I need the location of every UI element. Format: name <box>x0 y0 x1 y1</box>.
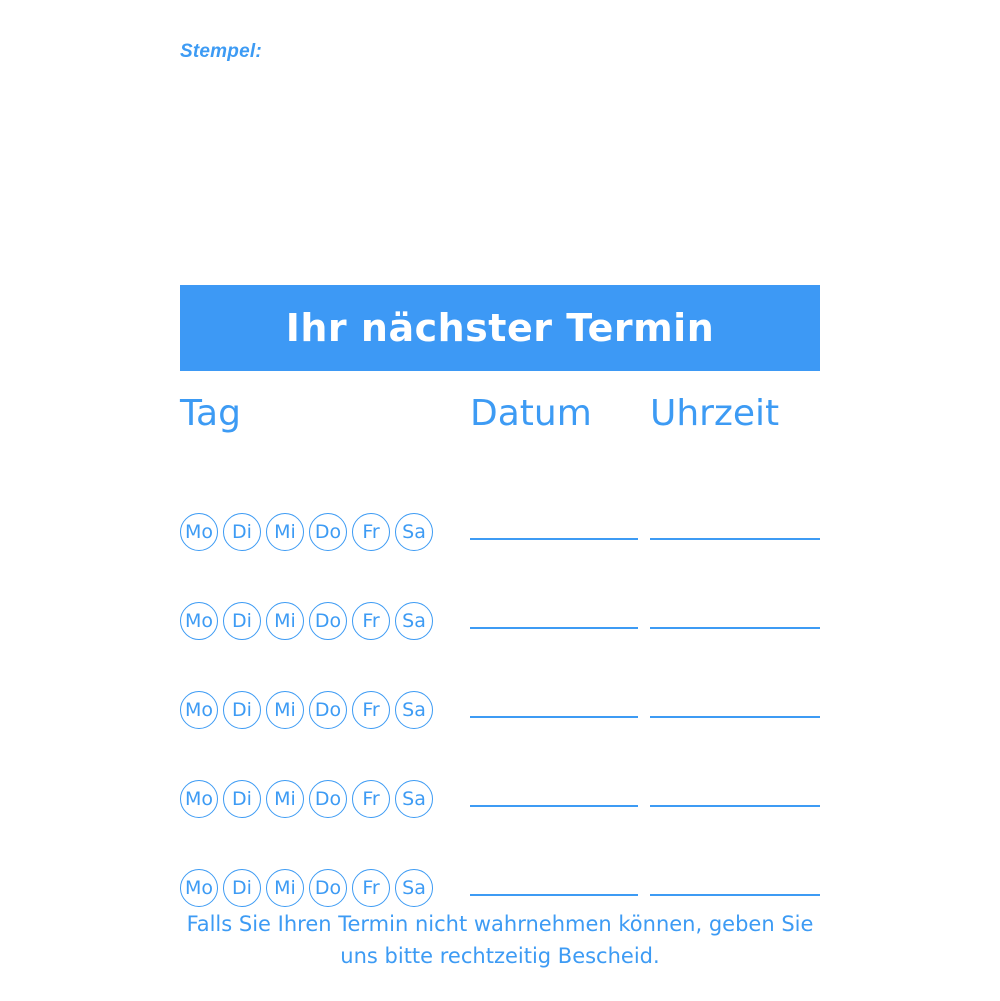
day-option-mo[interactable]: Mo <box>180 780 218 818</box>
time-write-line[interactable] <box>650 716 820 718</box>
appointment-card <box>180 285 820 932</box>
day-option-mi[interactable]: Mi <box>266 513 304 551</box>
column-header-date: Datum <box>470 393 592 434</box>
day-option-do[interactable]: Do <box>309 780 347 818</box>
day-option-sa[interactable]: Sa <box>395 602 433 640</box>
day-option-di[interactable]: Di <box>223 780 261 818</box>
table-row <box>180 487 820 576</box>
day-option-mi[interactable]: Mi <box>266 691 304 729</box>
day-selector <box>180 869 466 907</box>
day-option-mo[interactable]: Mo <box>180 602 218 640</box>
day-option-sa[interactable]: Sa <box>395 780 433 818</box>
table-row <box>180 576 820 665</box>
column-headers <box>180 393 820 465</box>
date-write-line[interactable] <box>470 894 638 896</box>
day-option-di[interactable]: Di <box>223 602 261 640</box>
day-option-mi[interactable]: Mi <box>266 602 304 640</box>
date-write-line[interactable] <box>470 627 638 629</box>
day-selector <box>180 602 466 640</box>
time-write-line[interactable] <box>650 894 820 896</box>
day-option-mi[interactable]: Mi <box>266 869 304 907</box>
footer-note: Falls Sie Ihren Termin nicht wahrnehmen können, geben Sie uns bitte rechtzeitig Bescheid. <box>186 912 814 968</box>
day-option-sa[interactable]: Sa <box>395 513 433 551</box>
table-row <box>180 754 820 843</box>
day-option-sa[interactable]: Sa <box>395 869 433 907</box>
day-option-fr[interactable]: Fr <box>352 513 390 551</box>
day-option-mo[interactable]: Mo <box>180 513 218 551</box>
time-write-line[interactable] <box>650 538 820 540</box>
page-title: Ihr nächster Termin <box>285 306 715 350</box>
card-title-bar <box>180 285 820 371</box>
day-option-fr[interactable]: Fr <box>352 691 390 729</box>
stamp-label: Stempel: <box>180 41 262 62</box>
column-header-day: Tag <box>180 393 241 434</box>
day-option-mi[interactable]: Mi <box>266 780 304 818</box>
column-header-time: Uhrzeit <box>650 393 780 434</box>
day-option-sa[interactable]: Sa <box>395 691 433 729</box>
day-option-do[interactable]: Do <box>309 691 347 729</box>
day-selector <box>180 691 466 729</box>
day-option-do[interactable]: Do <box>309 602 347 640</box>
day-option-fr[interactable]: Fr <box>352 602 390 640</box>
date-write-line[interactable] <box>470 716 638 718</box>
day-option-fr[interactable]: Fr <box>352 780 390 818</box>
day-option-do[interactable]: Do <box>309 513 347 551</box>
day-option-mo[interactable]: Mo <box>180 691 218 729</box>
time-write-line[interactable] <box>650 805 820 807</box>
day-option-mo[interactable]: Mo <box>180 869 218 907</box>
date-write-line[interactable] <box>470 805 638 807</box>
day-option-di[interactable]: Di <box>223 513 261 551</box>
day-selector <box>180 780 466 818</box>
day-option-fr[interactable]: Fr <box>352 869 390 907</box>
day-option-do[interactable]: Do <box>309 869 347 907</box>
appointment-rows <box>180 487 820 932</box>
day-option-di[interactable]: Di <box>223 869 261 907</box>
table-row <box>180 665 820 754</box>
time-write-line[interactable] <box>650 627 820 629</box>
date-write-line[interactable] <box>470 538 638 540</box>
day-option-di[interactable]: Di <box>223 691 261 729</box>
day-selector <box>180 513 466 551</box>
